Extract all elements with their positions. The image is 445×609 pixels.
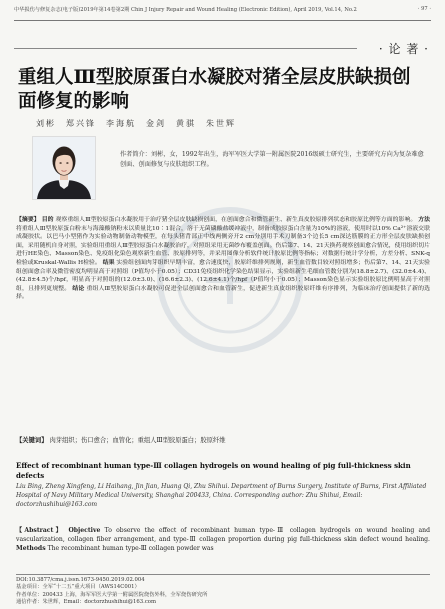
abstract-chinese [16,216,430,302]
footnote-block [16,574,430,606]
fund-line: 基金项目：全军“十二五”重大项目（AWS14C001） [16,584,140,591]
affiliation-line: 作者单位：200433 上海，海军军医大学第一附属医院烧伤外科，全军烧伤研究所 [16,591,208,598]
keywords-text: 肉芽组织；伤口愈合；血管化；重组人Ⅲ型胶原蛋白；胶原纤维 [49,437,226,444]
running-header [14,6,431,21]
author-bio: 作者简介：刘彬，女，1992年出生，海军军医大学第一附属医院2016级硕士研究生，主要研究方向为复杂难愈创面、创面修复与皮肤组织工程。 [120,151,424,168]
abstract-english [16,527,430,553]
abstract-en-objective-label: 【Abstract】 Objective [16,527,101,534]
doi-line: DOI:10.3877/cma.j.issn.1673-9450.2019.02.004 [16,577,145,583]
page-number: · 97 · [417,6,431,12]
abstract-results-label: 结果 [102,258,115,266]
abstract-conclusion-text: 重组人Ⅲ型胶原蛋白水凝胶可促进全层创面愈合和血管新生，促进新生真皮组织胶原纤维有序排列，为临床治疗创面提供了新的选择。 [16,285,431,301]
english-authors: Liu Bing, Zheng Xingfeng, Li Haihang, Jin Jian, Huang Qi, Zhu Shihui. Department of Burns Surgery, Institute of Burns, First Affiliated Hospital of Navy Military Medical University, Shanghai 200433, China. Corresponding author: Zhu Shihui, Email: doctorzhushihui@163.com [16,483,427,508]
abstract-en-objective-text: To observe the effect of recombinant human type-Ⅲ collagen hydrogels on wound healing and vascularization, collagen fiber arrangement, and type-Ⅲ collagen proportion during pig full-thickness skin defect wound healing. [16,527,430,543]
author-list: 刘彬 郑兴锋 李海航 金剑 黄骐 朱世辉 [36,119,236,128]
keywords-chinese [16,436,430,445]
abstract-en-methods-text: The recombinant human type-Ⅲ collagen powder was [47,544,214,552]
keywords-label: 【关键词】 [16,437,48,444]
abstract-conclusion-label: 结论 [72,284,85,292]
abstract-methods-text: 将重组人Ⅲ型胶原蛋白粉末与海藻酸钠粉末以质量比10∶1混合，溶于无菌磷酸盐缓冲液中，制备成胶原蛋白含量为10%的溶液，使用时以10% Ca²⁺溶液交联成凝胶状。以巴马小型猪作为实验动物制备动物模型，在每头猪背部正中线两侧旁开2 cm分别用手术刀制备3个边长5 cm深达筋膜的正方形全层皮肤缺损创面，采用随机自身对照，实验组用重组人Ⅲ型胶原蛋白水凝胶治疗，对照组采用无菌纱布覆盖创面。伤后第7、14、21天换药观察创面愈合情况，使用组织切片进行HE染色、Masson染色、免疫组化染色观察新生血管、胶原排列等，并采用图像分析软件统计胶原比例等指标；对数据行统计学分析，方差分析、SNK-q检验或Kruskal-Wallis H检验。 [16,225,430,266]
running-header-left: 中华损伤与修复杂志(电子版)2019年第14卷第2期 Chin J Injury Repair and Wound Healing (Electronic Edition), April 2019, Vol.14, No.2 [14,7,357,13]
section-divider [14,48,357,49]
abstract-objective-label: 【摘要】 目的 [16,216,54,223]
article-title: 重组人Ⅲ型胶原蛋白水凝胶对猪全层皮肤缺损创面修复的影响 [18,67,411,112]
abstract-methods-label: 方法 [418,216,431,223]
correspondence-line: 通信作者：朱世辉，Email：doctorzhushihui@163.com [16,598,157,605]
english-title: Effect of recombinant human type-Ⅲ collagen hydrogels on wound healing of pig full-thickness skin defects [16,461,411,480]
section-tag: · 论 著 · [378,42,429,56]
abstract-objective-text: 观察重组人Ⅲ型胶原蛋白水凝胶用于治疗猪全层皮肤缺损创面，在创面愈合和微管新生、新生真皮胶原排列状态和胶原比例等方面的影响。 [55,217,417,223]
abstract-results-text: 实验组创面肉芽组织早期丰富，愈合速度快，胶原纤维排列规则，新生血管数目较对照组增多；伤后第7、14、21天实验组创面愈合率及微管密度均明显高于对照组（P值均小于0.05）；CD31免疫组织化学染色结果显示，实验组新生毛细血管数分别为(18.8±2.7)、(32.0±4.4)、(42.8±4.5)个/hpf，明显高于对照组的(12.0±3.0)、(16.6±2.3)、(12.6±4.1)个/hpf（P值均小于0.05）；Masson染色显示实验组胶原比例明显高于对照组，且排列更规整。 [16,259,431,292]
abstract-en-methods-label: Methods [16,544,46,552]
author-photo [32,136,96,200]
